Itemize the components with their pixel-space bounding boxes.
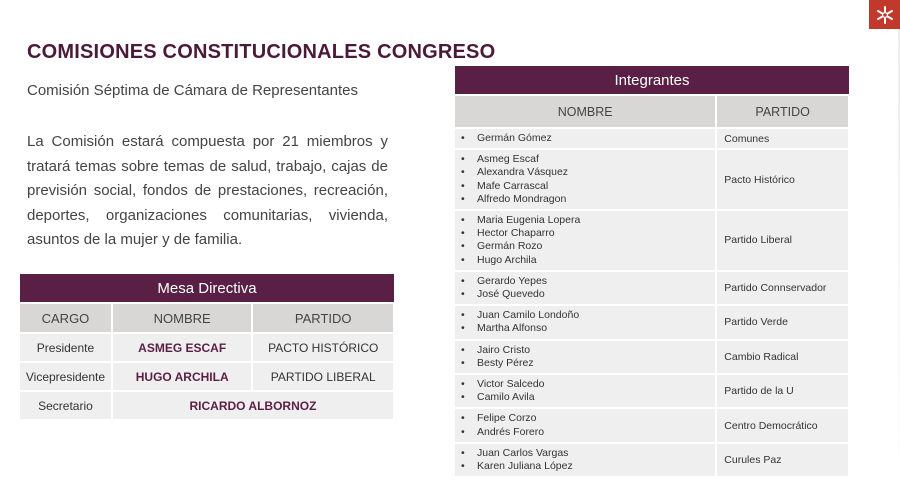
partido-cell: PACTO HISTÓRICO — [252, 333, 394, 362]
members-cell — [455, 408, 716, 442]
member-item: • Camilo Avila — [459, 391, 709, 404]
snowflake-logo-icon — [875, 5, 895, 25]
integrantes-table — [455, 66, 850, 476]
column-header-nombre: NOMBRE — [455, 95, 716, 128]
cargo-cell: Vicepresidente — [20, 362, 112, 391]
table-row — [20, 391, 394, 419]
member-item: • Besty Pérez — [459, 357, 709, 370]
cargo-cell: Secretario — [20, 391, 112, 419]
table-row — [455, 128, 849, 149]
member-list — [459, 132, 709, 145]
commission-description: La Comisión estará compuesta por 21 miembros y tratará temas sobre temas de salud, trabajo, cajas de previsión social, fondos de prestaciones, recreación, deportes, organizaciones comunitarias, vivienda, asuntos de la mujer y de familia. — [27, 133, 388, 249]
member-item: • Germán Gómez — [459, 132, 709, 145]
members-cell — [455, 128, 716, 149]
party-cell: Partido Liberal — [716, 210, 849, 271]
party-cell: Curules Paz — [716, 443, 849, 476]
member-list — [459, 412, 709, 438]
member-item: • Gerardo Yepes — [459, 275, 709, 288]
integrantes-title: Integrantes — [455, 66, 849, 95]
party-cell: Comunes — [716, 128, 849, 149]
table-row — [455, 271, 849, 305]
table-row — [455, 305, 849, 339]
party-cell: Centro Democrático — [716, 408, 849, 442]
members-cell — [455, 374, 716, 408]
column-header-nombre: NOMBRE — [112, 303, 253, 333]
members-cell — [455, 340, 716, 374]
nombre-cell: ASMEG ESCAF — [112, 333, 253, 362]
table-row — [20, 362, 394, 391]
mesa-directiva-title: Mesa Directiva — [20, 274, 394, 303]
member-item: • Jairo Cristo — [459, 344, 709, 357]
members-cell — [455, 305, 716, 339]
member-item: • Hugo Archila — [459, 254, 709, 267]
column-header-partido: PARTIDO — [716, 95, 849, 128]
member-item: • Alfredo Mondragon — [459, 193, 709, 206]
member-item: • Juan Camilo Londoño — [459, 309, 709, 322]
member-list — [459, 309, 709, 335]
member-list — [459, 344, 709, 370]
member-item: • Victor Salcedo — [459, 378, 709, 391]
member-item: • Mafe Carrascal — [459, 180, 709, 193]
member-item: • Andrés Forero — [459, 426, 709, 439]
party-cell: Partido Connservador — [716, 271, 849, 305]
integrantes-body — [455, 128, 849, 476]
member-item: • Hector Chaparro — [459, 227, 709, 240]
member-item: • Germán Rozo — [459, 240, 709, 253]
table-row — [455, 340, 849, 374]
column-header-cargo: CARGO — [20, 303, 112, 333]
party-cell: Pacto Histórico — [716, 149, 849, 210]
member-item: • Martha Alfonso — [459, 322, 709, 335]
table-row — [455, 443, 849, 476]
member-item: • Felipe Corzo — [459, 412, 709, 425]
members-cell — [455, 210, 716, 271]
member-list — [459, 214, 709, 267]
mesa-directiva-table — [20, 274, 395, 419]
partido-cell: PARTIDO LIBERAL — [252, 362, 394, 391]
members-cell — [455, 149, 716, 210]
table-row — [20, 333, 394, 362]
party-cell: Cambio Radical — [716, 340, 849, 374]
cargo-cell: Presidente — [20, 333, 112, 362]
members-cell — [455, 271, 716, 305]
table-row — [455, 374, 849, 408]
member-list — [459, 153, 709, 206]
party-cell: Partido Verde — [716, 305, 849, 339]
nombre-cell: RICARDO ALBORNOZ — [112, 391, 394, 419]
logo — [869, 0, 900, 29]
member-list — [459, 275, 709, 301]
table-row — [455, 210, 849, 271]
column-header-partido: PARTIDO — [252, 303, 394, 333]
member-item: • Alexandra Vásquez — [459, 166, 709, 179]
members-cell — [455, 443, 716, 476]
member-list — [459, 378, 709, 404]
table-row — [455, 408, 849, 442]
member-item: • José Quevedo — [459, 288, 709, 301]
member-item: • Maria Eugenia Lopera — [459, 214, 709, 227]
member-list — [459, 447, 709, 473]
page-title: COMISIONES CONSTITUCIONALES CONGRESO — [27, 41, 496, 63]
nombre-cell: HUGO ARCHILA — [112, 362, 253, 391]
member-item: • Juan Carlos Vargas — [459, 447, 709, 460]
party-cell: Partido de la U — [716, 374, 849, 408]
page-subtitle: Comisión Séptima de Cámara de Representantes — [27, 82, 359, 99]
table-row — [455, 149, 849, 210]
member-item: • Asmeg Escaf — [459, 153, 709, 166]
member-item: • Karen Juliana López — [459, 460, 709, 473]
